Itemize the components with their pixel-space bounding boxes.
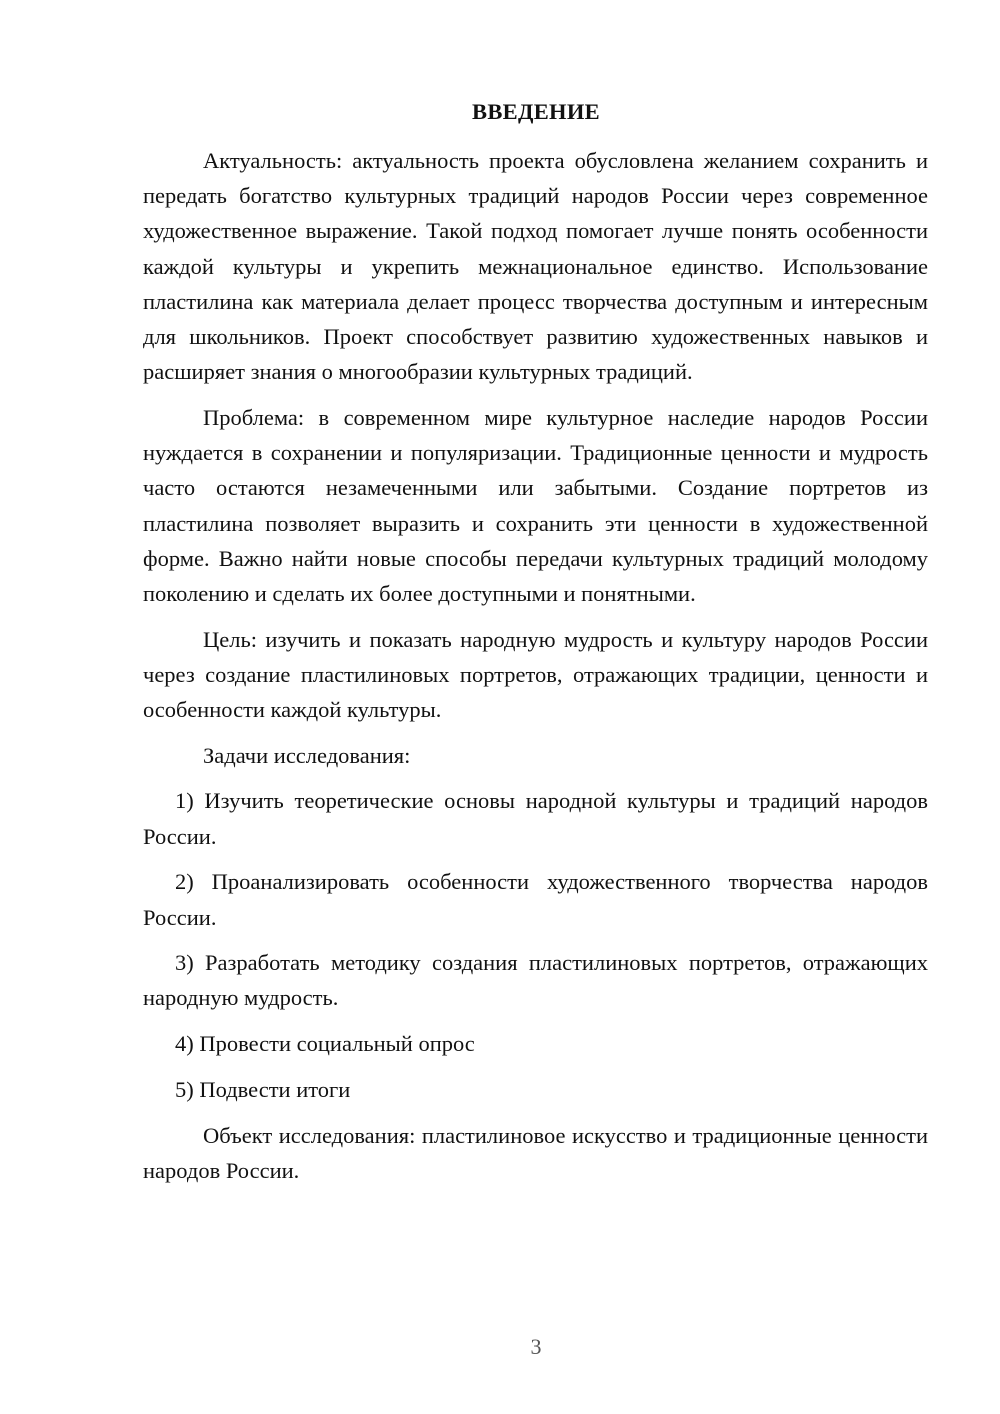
task-item: 1) Изучить теоретические основы народной культуры и традиций народов России. xyxy=(143,788,928,849)
tasks-heading: Задачи исследования: xyxy=(203,742,411,768)
task-item: 2) Проанализировать особенности художественного творчества народов России. xyxy=(143,869,928,930)
section-heading: ВВЕДЕНИЕ xyxy=(472,99,600,124)
task-item: 3) Разработать методику создания пластилиновых портретов, отражающих народную мудрость. xyxy=(143,950,928,1011)
document-body xyxy=(143,143,928,1198)
object-paragraph: Объект исследования: пластилиновое искусство и традиционные ценности народов России. xyxy=(143,1122,928,1183)
task-item: 5) Подвести итоги xyxy=(175,1076,351,1102)
problem-paragraph: Проблема: в современном мире культурное наследие народов России нуждается в сохранении и популяризации. Традиционные ценности и мудрость часто остаются незамеченными или забытыми. Создание портретов из пластилина позволяет выразить и сохранить эти ценности в художественной форме. Важно найти новые способы передачи культурных традиций молодому поколению и сделать их более доступными и понятными. xyxy=(143,404,928,606)
page-number: 3 xyxy=(530,1334,542,1359)
relevance-paragraph: Актуальность: актуальность проекта обусловлена желанием сохранить и передать богатство культурных традиций народов России через современное художественное выражение. Такой подход помогает лучше понять особенности каждой культуры и укрепить межнациональное единство. Использование пластилина как материала делает процесс творчества доступным и интересным для школьников. Проект способствует развитию художественных навыков и расширяет знания о многообразии культурных традиций. xyxy=(143,148,928,385)
goal-paragraph: Цель: изучить и показать народную мудрость и культуру народов России через создание пластилиновых портретов, отражающих традиции, ценности и особенности каждой культуры. xyxy=(143,626,928,723)
task-item: 4) Провести социальный опрос xyxy=(175,1031,475,1057)
